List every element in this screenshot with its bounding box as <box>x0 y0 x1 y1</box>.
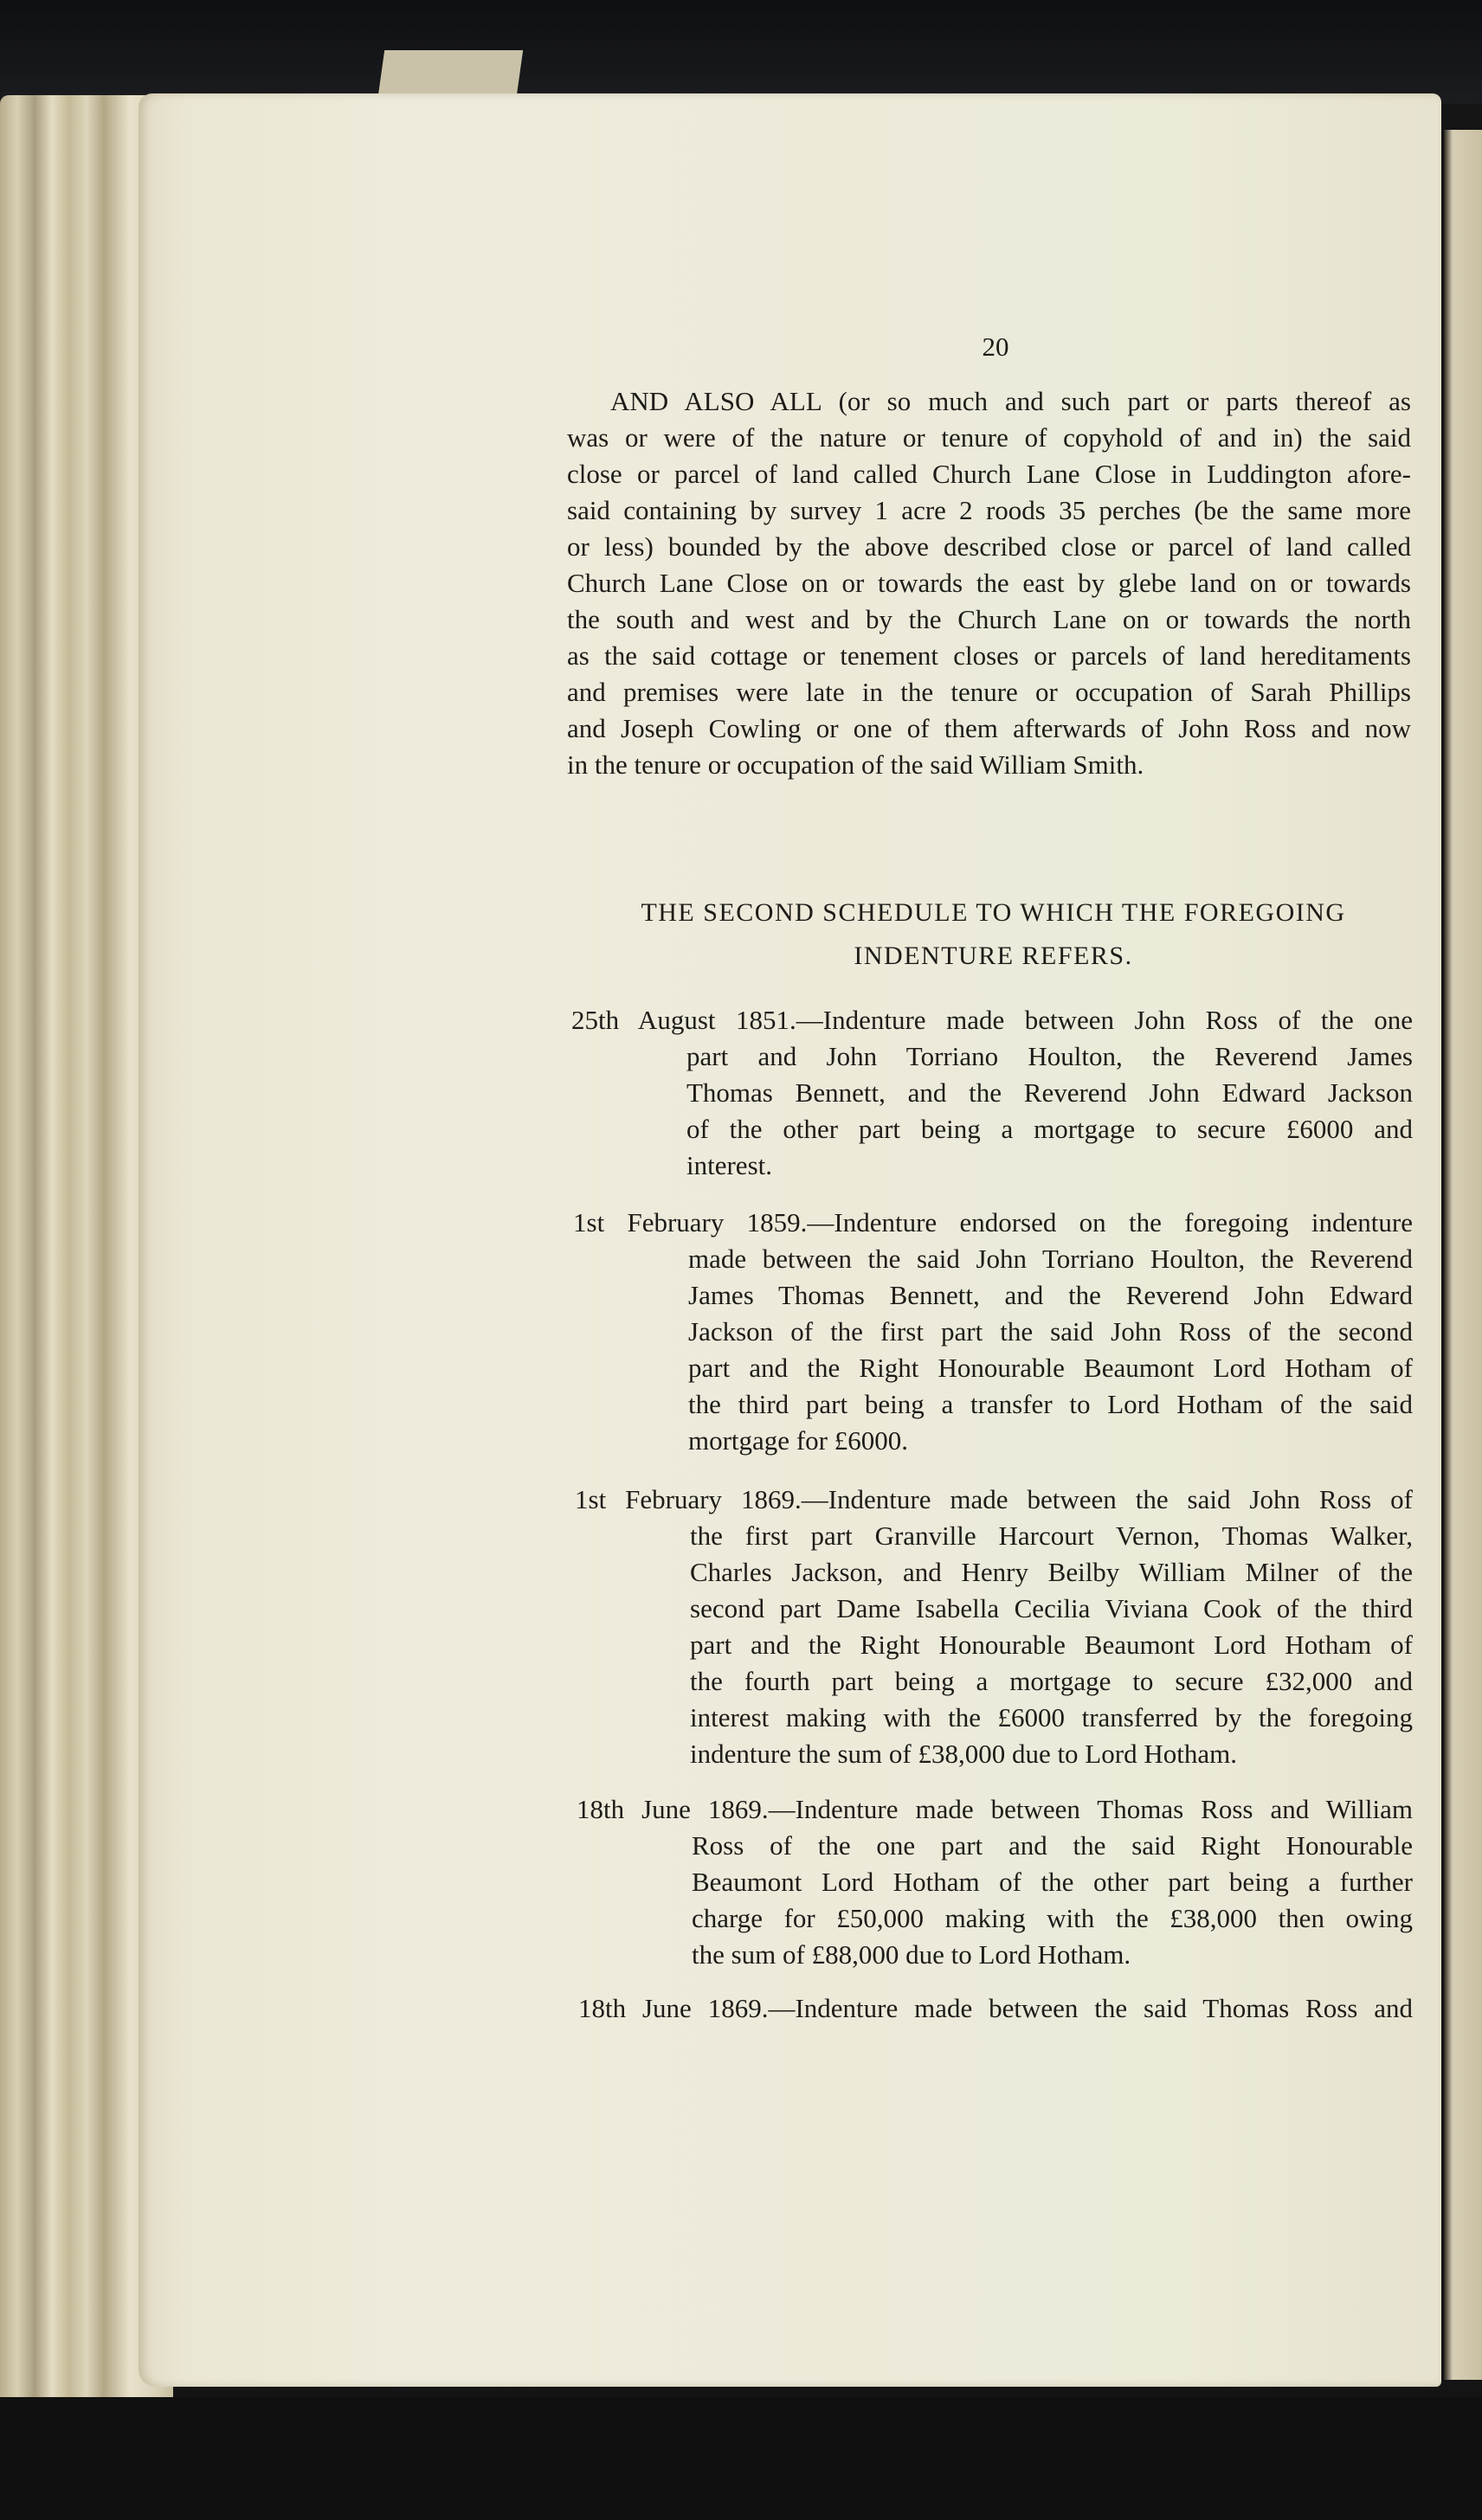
schedule-heading-line-1: THE SECOND SCHEDULE TO WHICH THE FOREGOING <box>641 898 1346 927</box>
schedule-entry <box>573 1205 1413 1459</box>
text-line: interest making with the £6000 transferred by the foregoing <box>690 1702 1413 1732</box>
schedule-entry <box>577 1791 1413 1973</box>
text-line: close or parcel of land called Church Lane Close in Luddington afore- <box>567 459 1411 489</box>
text-line: part and the Right Honourable Beaumont Lord Hotham of <box>690 1630 1413 1660</box>
text-line: 18th June 1869.—Indenture made between Thomas Ross and William <box>577 1794 1413 1824</box>
text-line: 1st February 1859.—Indenture endorsed on the foregoing indenture <box>573 1207 1413 1238</box>
text-line: Jackson of the first part the said John Ross of the second <box>688 1316 1413 1347</box>
text-line: and Joseph Cowling or one of them afterwards of John Ross and now <box>567 713 1411 743</box>
text-line: charge for £50,000 making with the £38,000 then owing <box>692 1903 1413 1933</box>
text-line: Church Lane Close on or towards the east by glebe land on or towards <box>567 568 1411 598</box>
text-line: the third part being a transfer to Lord Hotham of the said <box>688 1389 1413 1419</box>
text-line: 25th August 1851.—Indenture made between John Ross of the one <box>571 1005 1413 1035</box>
schedule-heading-line-2: INDENTURE REFERS. <box>854 942 1133 970</box>
schedule-heading <box>571 891 1415 978</box>
text-line: indenture the sum of £38,000 due to Lord Hotham. <box>690 1739 1237 1769</box>
text-line: second part Dame Isabella Cecilia Viviana Cook of the third <box>690 1593 1413 1623</box>
text-line: made between the said John Torriano Houlton, the Reverend <box>688 1244 1413 1274</box>
text-line: Thomas Bennett, and the Reverend John Edward Jackson <box>686 1077 1413 1108</box>
text-line: part and the Right Honourable Beaumont Lord Hotham of <box>688 1353 1413 1383</box>
schedule-entry <box>575 1482 1413 1772</box>
scan-bottom <box>0 2397 1482 2520</box>
property-paragraph <box>567 383 1411 783</box>
text-line: interest. <box>686 1150 772 1180</box>
text-line: the south and west and by the Church Lane on or towards the north <box>567 604 1411 634</box>
schedule-entry <box>578 1990 1413 2027</box>
text-line: the sum of £88,000 due to Lord Hotham. <box>692 1939 1131 1970</box>
text-line: in the tenure or occupation of the said William Smith. <box>567 749 1144 780</box>
text-line: Beaumont Lord Hotham of the other part being a further <box>692 1867 1413 1897</box>
text-line: mortgage for £6000. <box>688 1425 908 1456</box>
text-line: AND ALSO ALL (or so much and such part or parts thereof as <box>610 386 1411 416</box>
text-line: or less) bounded by the above described close or parcel of land called <box>567 531 1411 562</box>
text-line: and premises were late in the tenure or occupation of Sarah Phillips <box>567 677 1411 707</box>
text-line: the fourth part being a mortgage to secure £32,000 and <box>690 1666 1413 1696</box>
text-line: Ross of the one part and the said Right Honourable <box>692 1830 1413 1861</box>
schedule-entry <box>571 1002 1413 1184</box>
text-line: of the other part being a mortgage to secure £6000 and <box>686 1114 1413 1144</box>
text-line: as the said cottage or tenement closes or parcels of land hereditaments <box>567 640 1411 671</box>
text-line: part and John Torriano Houlton, the Reverend James <box>686 1041 1413 1071</box>
text-line: the first part Granville Harcourt Vernon, Thomas Walker, <box>690 1520 1413 1551</box>
text-line: was or were of the nature or tenure of copyhold of and in) the said <box>567 422 1411 453</box>
text-line: Charles Jackson, and Henry Beilby William Milner of the <box>690 1557 1413 1587</box>
text-line: said containing by survey 1 acre 2 roods 35 perches (be the same more <box>567 495 1411 525</box>
scan-background <box>0 0 1482 104</box>
page-number: 20 <box>982 331 1009 362</box>
text-line: James Thomas Bennett, and the Reverend John Edward <box>688 1280 1413 1310</box>
next-page-edge <box>1444 130 1482 2380</box>
text-line: 1st February 1869.—Indenture made between the said John Ross of <box>575 1484 1413 1514</box>
text-line: 18th June 1869.—Indenture made between the said Thomas Ross and <box>578 1993 1413 2023</box>
